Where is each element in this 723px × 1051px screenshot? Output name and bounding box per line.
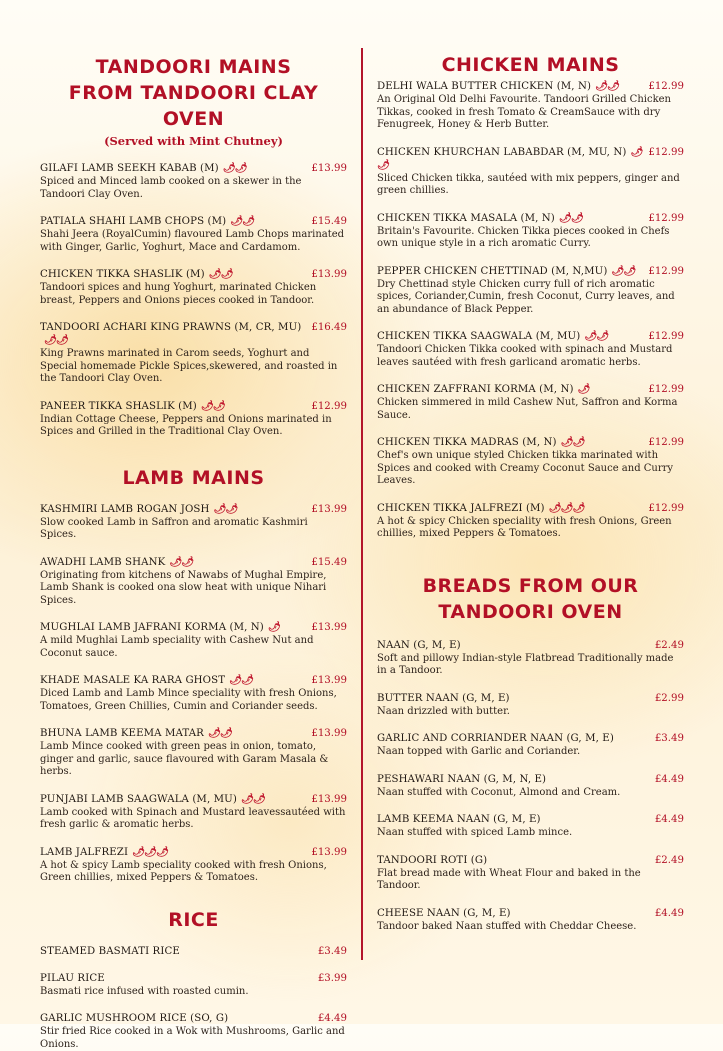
menu-item-description: A hot & spicy Chicken speciality with fresh Onions, Green chillies, mixed Peppers & Tomatoes. [377,516,684,541]
menu-item-title [40,727,232,740]
menu-item-description: Soft and pillowy Indian-style Flatbread Traditionally made in a Tandoor. [377,653,684,678]
menu-item-header [40,972,347,985]
chili-icon: 🌶🌶 [595,80,619,92]
menu-item-price: £13.99 [311,503,347,516]
menu-item-header [377,212,684,225]
chicken-title: CHICKEN MAINS [377,52,684,78]
menu-item-name: PANEER TIKKA SHASLIK (M) [40,401,197,412]
right-column [377,48,684,933]
menu-item-header [40,793,347,806]
menu-item-name: NAAN (G, M, E) [377,640,461,651]
rice-list [40,945,347,1051]
menu-item-name: PUNJABI LAMB SAAGWALA (M, MU) [40,794,237,805]
menu-item-description: Britain's Favourite. Chicken Tikka pieces cooked in Chefs own unique style in a rich aromatic Curry. [377,226,684,251]
chili-icon: 🌶🌶 [169,556,193,568]
menu-item-price: £4.49 [655,907,684,920]
menu-item [377,212,684,251]
menu-item-title [377,146,648,172]
menu-item-header [377,639,684,652]
menu-item [377,692,684,719]
menu-item-name: LAMB KEEMA NAAN (G, M, E) [377,814,541,825]
chili-icon: 🌶 [268,621,280,633]
menu-item-price: £12.99 [648,502,684,515]
menu-item-price: £13.99 [311,727,347,740]
chili-icon: 🌶🌶🌶 [549,502,585,514]
menu-item-price: £13.99 [311,268,347,281]
menu-item-description: Naan stuffed with spiced Lamb mince. [377,827,684,840]
menu-item-name: AWADHI LAMB SHANK [40,557,165,568]
menu-item-description: Lamb cooked with Spinach and Mustard leavessautéed with fresh garlic & aromatic herbs. [40,807,347,832]
chili-icon: 🌶🌶 [209,268,233,280]
menu-item-description: Naan stuffed with Coconut, Almond and Cream. [377,787,684,800]
menu-item [40,972,347,999]
menu-item [40,268,347,307]
menu-item-name: GARLIC MUSHROOM RICE (SO, G) [40,1013,228,1024]
chili-icon: 🌶🌶 [611,265,635,277]
menu-item-name: CHICKEN KHURCHAN LABABDAR (M, MU, N) [377,147,626,158]
chili-icon: 🌶🌶 [377,146,642,171]
menu-item-description: Chef's own unique styled Chicken tikka marinated with Spices and cooked with Creamy Coconut Sauce and Curry Leaves. [377,450,684,488]
tandoori-title-1: TANDOORI MAINS [40,54,347,80]
menu-item-header [377,813,684,826]
menu-item [40,1012,347,1051]
menu-item-description: Stir fried Rice cooked in a Wok with Mushrooms, Garlic and Onions. [40,1026,347,1051]
menu-item-header [377,854,684,867]
menu-item-price: £12.99 [648,383,684,396]
menu-item [377,639,684,678]
menu-item-header [40,503,347,516]
menu-item-title [377,212,583,225]
menu-item-price: £3.99 [318,972,347,985]
menu-item-header [377,383,684,396]
menu-item-name: PILAU RICE [40,973,105,984]
menu-item-name: CHEESE NAAN (G, M, E) [377,908,511,919]
menu-item-description: Slow cooked Lamb in Saffron and aromatic Kashmiri Spices. [40,517,347,542]
menu-item-header [40,162,347,175]
menu-item-name: CHICKEN TIKKA SHASLIK (M) [40,269,205,280]
menu-item-description: A mild Mughlai Lamb speciality with Cashew Nut and Coconut sauce. [40,635,347,660]
menu-item-name: MUGHLAI LAMB JAFRANI KORMA (M, N) [40,622,264,633]
menu-item-description: Flat bread made with Wheat Flour and baked in the Tandoor. [377,868,684,893]
lamb-title: LAMB MAINS [40,465,347,491]
chili-icon: 🌶🌶 [44,334,68,346]
menu-item [40,556,347,608]
menu-item-price: £15.49 [311,215,347,228]
menu-item-name: KASHMIRI LAMB ROGAN JOSH [40,504,209,515]
menu-item-name: CHICKEN TIKKA SAAGWALA (M, MU) [377,331,580,342]
breads-list [377,639,684,934]
breads-title-1: BREADS FROM OUR [377,573,684,599]
menu-item [40,321,347,386]
menu-item-name: CHICKEN TIKKA JALFREZI (M) [377,503,545,514]
menu-item-title [40,400,225,413]
menu-item [40,727,347,779]
menu-item-description: Naan topped with Garlic and Coriander. [377,746,684,759]
menu-item-price: £2.49 [655,854,684,867]
menu-item-header [377,436,684,449]
menu-item-title [377,639,461,652]
menu-item [40,793,347,832]
tandoori-list [40,162,347,439]
menu-item-price: £2.99 [655,692,684,705]
menu-item-title [40,556,193,569]
menu-item-header [40,556,347,569]
menu-item-price: £12.99 [648,212,684,225]
menu-item-title [377,436,584,449]
menu-item [40,503,347,542]
menu-item [40,162,347,201]
chicken-list [377,80,684,541]
menu-item-header [377,692,684,705]
menu-item-header [40,727,347,740]
menu-item-price: £16.49 [311,321,347,334]
menu-item-header [377,907,684,920]
menu-item-price: £13.99 [311,793,347,806]
menu-item-name: PATIALA SHAHI LAMB CHOPS (M) [40,216,226,227]
menu-item-title [377,265,635,278]
menu-item-description: Tandoori Chicken Tikka cooked with spinach and Mustard leaves sautéed with fresh garlicand aromatic herbs. [377,344,684,369]
menu-item [377,80,684,132]
menu-item-title [40,846,168,859]
menu-item [377,732,684,759]
menu-item-price: £13.99 [311,674,347,687]
chili-icon: 🌶🌶 [561,436,585,448]
menu-item [40,400,347,439]
menu-item-description: A hot & spicy Lamb speciality cooked with fresh Onions, Green chillies, mixed Peppers & Tomatoes. [40,860,347,885]
menu-item-price: £12.99 [648,436,684,449]
menu-item-title [40,972,105,985]
menu-item-header [377,265,684,278]
menu-item-header [377,330,684,343]
chili-icon: 🌶🌶 [208,727,232,739]
chili-icon: 🌶🌶 [213,503,237,515]
menu-item-title [377,502,584,515]
menu-item-title [40,1012,228,1025]
menu-item-name: BUTTER NAAN (G, M, E) [377,693,510,704]
menu-item-price: £3.49 [318,945,347,958]
menu-item-header [377,773,684,786]
menu-item-description: Lamb Mince cooked with green peas in onion, tomato, ginger and garlic, sauce flavoured with Garam Masala & herbs. [40,741,347,779]
chili-icon: 🌶🌶 [241,793,265,805]
menu-item-name: TANDOORI ROTI (G) [377,855,487,866]
menu-item-description: Basmati rice infused with roasted cumin. [40,986,347,999]
menu-item-description: Shahi Jeera (RoyalCumin) flavoured Lamb Chops marinated with Ginger, Garlic, Yoghurt, Mace and Cardamom. [40,229,347,254]
menu-item-title [377,907,511,920]
menu-item-header [40,621,347,634]
menu-item-title [40,162,247,175]
menu-item-title [40,793,265,806]
menu-item-name: PEPPER CHICKEN CHETTINAD (M, N,MU) [377,266,607,277]
menu-item-header [40,321,347,347]
chili-icon: 🌶🌶 [229,674,253,686]
menu-item-description: King Prawns marinated in Carom seeds, Yoghurt and Special homemade Pickle Spices,skewered, and roasted in the Tandoori Clay Oven. [40,348,347,386]
menu-item-price: £12.99 [648,146,684,159]
menu-item-price: £4.49 [655,813,684,826]
menu-item [377,330,684,369]
menu-item [40,674,347,713]
menu-item-title [40,215,254,228]
menu-item-header [40,945,347,958]
menu-item-title [377,854,487,867]
menu-item-description: Originating from kitchens of Nawabs of Mughal Empire, Lamb Shank is cooked ona slow heat with unique Nihari Spices. [40,570,347,608]
menu-item-header [377,80,684,93]
chili-icon: 🌶🌶🌶 [132,846,168,858]
menu-item [377,502,684,541]
chili-icon: 🌶🌶 [201,400,225,412]
menu-item [377,773,684,800]
menu-item-name: CHICKEN TIKKA MADRAS (M, N) [377,437,557,448]
menu-item-price: £12.99 [648,330,684,343]
menu-item-title [40,945,180,958]
menu-item-price: £4.49 [318,1012,347,1025]
menu-item-price: £13.99 [311,846,347,859]
menu-item [40,945,347,958]
menu-item-name: CHICKEN ZAFFRANI KORMA (M, N) [377,384,574,395]
menu-item-price: £15.49 [311,556,347,569]
menu-item [377,146,684,198]
menu-item-title [377,813,541,826]
menu-item [377,854,684,893]
menu-item-header [40,400,347,413]
menu-item [40,846,347,885]
menu-item-name: DELHI WALA BUTTER CHICKEN (M, N) [377,81,591,92]
menu-item [377,265,684,317]
menu-item-title [377,692,510,705]
chili-icon: 🌶🌶 [559,212,583,224]
menu-item [377,907,684,934]
left-column [40,48,347,1051]
menu-item-title [40,503,237,516]
menu-item-title [40,674,253,687]
menu-item [377,436,684,488]
menu-item-header [377,732,684,745]
menu-item-header [377,146,684,172]
menu-item-description: Spiced and Minced lamb cooked on a skewer in the Tandoori Clay Oven. [40,176,347,201]
menu-item-header [40,215,347,228]
menu-item-name: BHUNA LAMB KEEMA MATAR [40,728,204,739]
rice-title: RICE [40,907,347,933]
menu-item-price: £12.99 [648,80,684,93]
menu-item [40,215,347,254]
menu-item-price: £3.49 [655,732,684,745]
chili-icon: 🌶🌶 [584,330,608,342]
menu-item-name: TANDOORI ACHARI KING PRAWNS (M, CR, MU) [40,322,301,333]
menu-item-description: Tandoor baked Naan stuffed with Cheddar Cheese. [377,921,684,934]
menu-item-title [40,621,280,634]
menu-item-price: £12.99 [648,265,684,278]
menu-item-price: £12.99 [311,400,347,413]
lamb-list [40,503,347,885]
menu-item-description: Dry Chettinad style Chicken curry full of rich aromatic spices, Coriander,Cumin, fresh Coconut, Curry leaves, and an abundance of Black Pepper. [377,279,684,317]
menu-item-name: PESHAWARI NAAN (G, M, N, E) [377,774,546,785]
menu-item-header [377,502,684,515]
menu-item-name: CHICKEN TIKKA MASALA (M, N) [377,213,555,224]
menu-item-header [40,846,347,859]
menu-item-description: Naan drizzled with butter. [377,706,684,719]
menu-item-title [377,773,546,786]
menu-item-price: £4.49 [655,773,684,786]
menu-item-title [377,383,589,396]
menu-item-price: £13.99 [311,621,347,634]
menu-item-title [377,732,614,745]
menu-item-description: An Original Old Delhi Favourite. Tandoori Grilled Chicken Tikkas, cooked in fresh Tomato & CreamSauce with dry Fenugreek, Honey & Herb Butter. [377,94,684,132]
tandoori-title-2: FROM TANDOORI CLAY OVEN [40,80,347,132]
breads-title-2: TANDOORI OVEN [377,599,684,625]
menu-item-name: KHADE MASALE KA RARA GHOST [40,675,225,686]
menu-item-title [40,268,233,281]
menu-item-header [40,674,347,687]
chili-icon: 🌶 [578,383,590,395]
menu-item [40,621,347,660]
menu-item [377,383,684,422]
menu-item-name: LAMB JALFREZI [40,847,128,858]
menu-item-name: STEAMED BASMATI RICE [40,946,180,957]
menu-item-description: Diced Lamb and Lamb Mince speciality with fresh Onions, Tomatoes, Green Chillies, Cumin and Coriander seeds. [40,688,347,713]
chili-icon: 🌶🌶 [223,162,247,174]
menu-item-description: Sliced Chicken tikka, sautéed with mix peppers, ginger and green chillies. [377,173,684,198]
menu-item-name: GILAFI LAMB SEEKH KABAB (M) [40,163,219,174]
menu-item-description: Tandoori spices and hung Yoghurt, marinated Chicken breast, Peppers and Onions pieces cooked in Tandoor. [40,282,347,307]
menu-item-name: GARLIC AND CORRIANDER NAAN (G, M, E) [377,733,614,744]
tandoori-subtitle: (Served with Mint Chutney) [40,134,347,148]
column-divider [361,48,363,960]
chili-icon: 🌶🌶 [230,215,254,227]
menu-item-title [40,321,311,347]
menu-item-title [377,330,608,343]
menu-item-header [40,1012,347,1025]
menu-item [377,813,684,840]
menu-item-description: Indian Cottage Cheese, Peppers and Onions marinated in Spices and Grilled in the Traditional Clay Oven. [40,414,347,439]
menu-item-description: Chicken simmered in mild Cashew Nut, Saffron and Korma Sauce. [377,397,684,422]
menu-item-price: £2.49 [655,639,684,652]
menu-item-title [377,80,619,93]
menu-item-header [40,268,347,281]
menu-item-price: £13.99 [311,162,347,175]
